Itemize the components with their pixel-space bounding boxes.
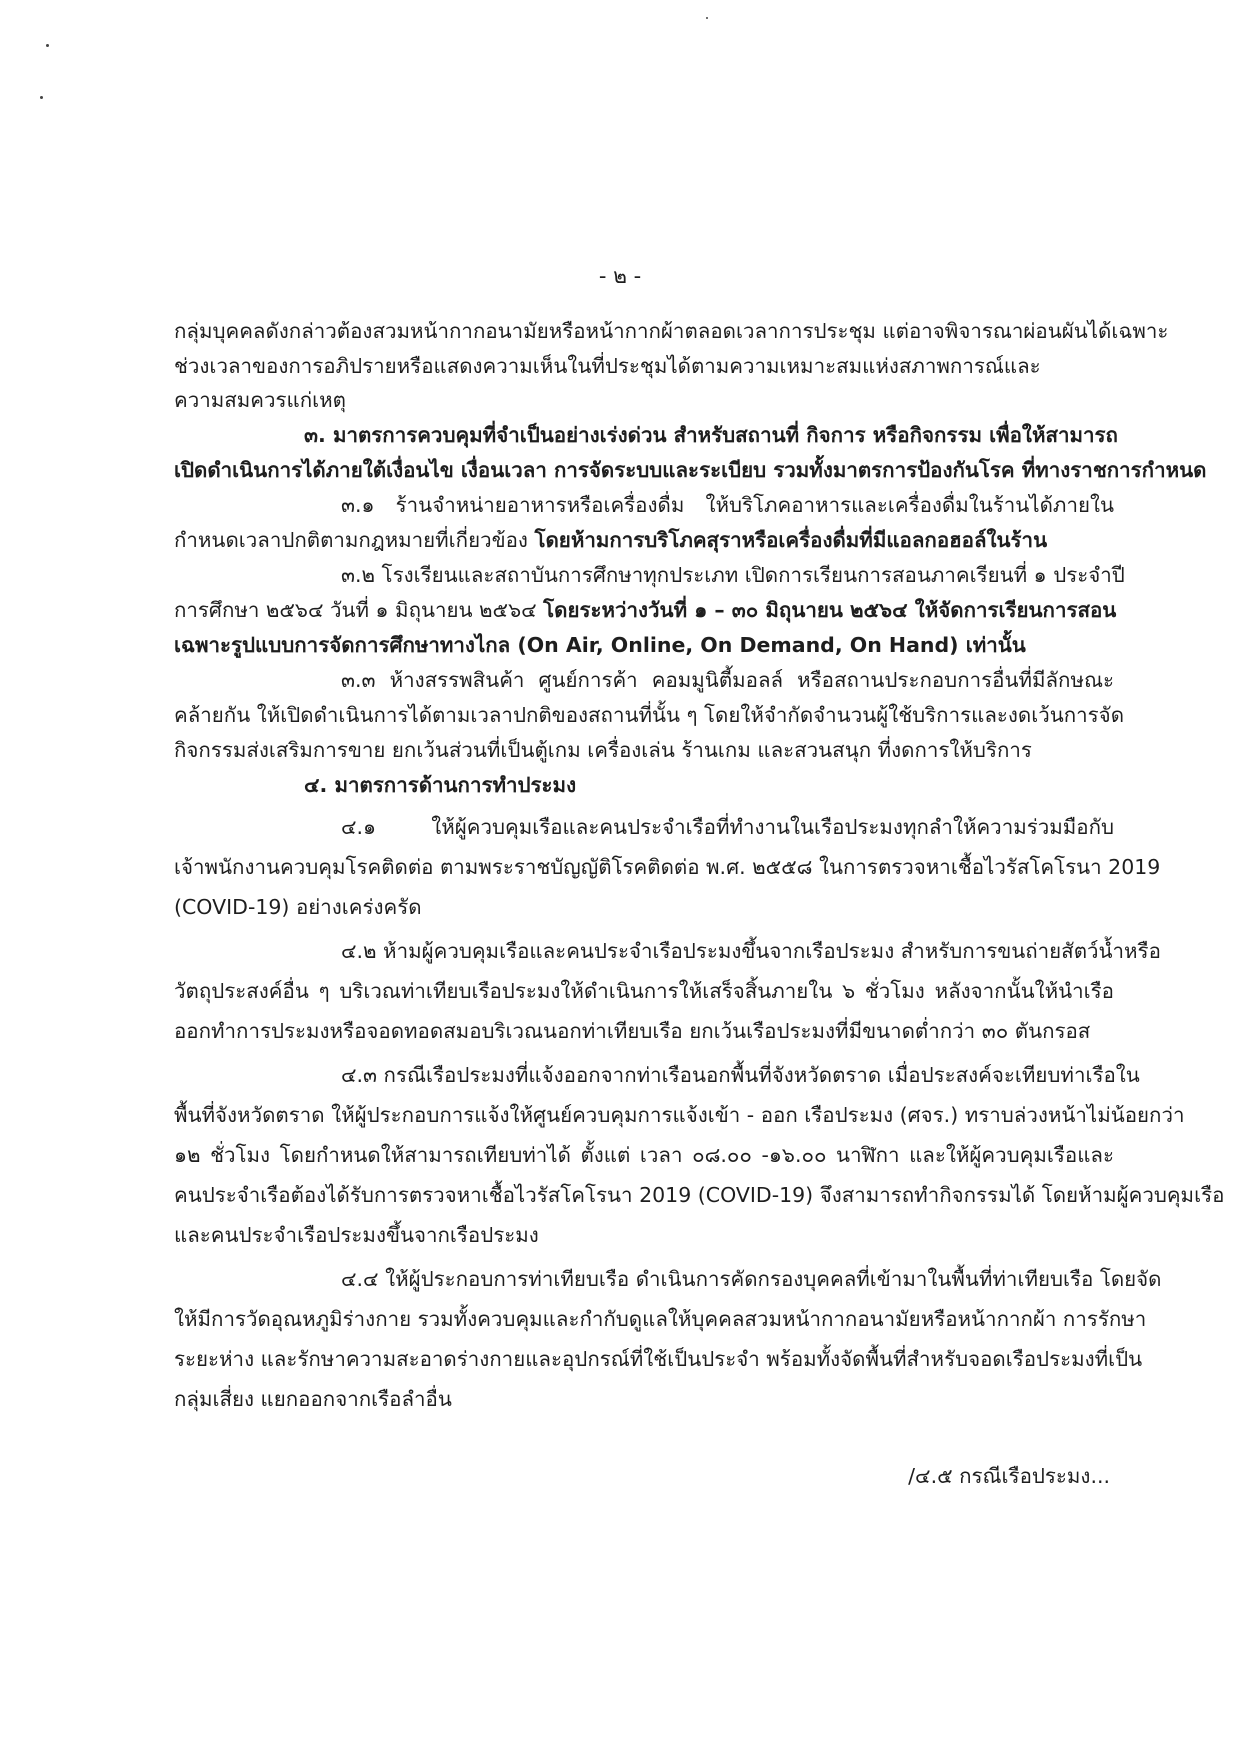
section-heading: ๔. มาตรการด้านการทำประมง — [304, 773, 577, 797]
paragraph-line — [174, 595, 1117, 625]
paragraph-line: (COVID-19) อย่างเคร่งครัด — [174, 895, 422, 919]
paragraph-line: กิจกรรมส่งเสริมการขาย ยกเว้นส่วนที่เป็นตู้เกม เครื่องเล่น ร้านเกม และสวนสนุก ที่งดการให้บริการ — [174, 738, 1032, 762]
paragraph-line: วัตถุประสงค์อื่น ๆ บริเวณท่าเทียบเรือประมงให้ดำเนินการให้เสร็จสิ้นภายใน ๖ ชั่วโมง หลังจากนั้นให้นำเรือ — [174, 979, 1114, 1003]
paragraph-line: ๑๒ ชั่วโมง โดยกำหนดให้สามารถเทียบท่าได้ ตั้งแต่ เวลา ๐๘.๐๐ -๑๖.๐๐ นาฬิกา และให้ผู้ควบคุมเรือและ — [174, 1143, 1114, 1167]
bold-text-run: โดยห้ามการบริโภคสุราหรือเครื่องดื่มที่มีแอลกอฮอล์ในร้าน — [534, 528, 1048, 552]
text-run: กำหนดเวลาปกติตามกฎหมายที่เกี่ยวข้อง — [174, 528, 528, 552]
paragraph-line: ๓.๓ ห้างสรรพสินค้า ศูนย์การค้า คอมมูนิตี้มอลล์ หรือสถานประกอบการอื่นที่มีลักษณะ — [341, 668, 1114, 692]
scan-speck — [46, 44, 49, 47]
paragraph-line: ๓.๑ ร้านจำหน่ายอาหารหรือเครื่องดื่ม ให้บริโภคอาหารและเครื่องดื่มในร้านได้ภายใน — [341, 493, 1114, 517]
section-heading: เปิดดำเนินการได้ภายใต้เงื่อนไข เงื่อนเวลา การจัดระบบและระเบียบ รวมทั้งมาตรการป้องกันโรค ที่ทางราชการกำหนด — [174, 458, 1207, 482]
paragraph-line: ระยะห่าง และรักษาความสะอาดร่างกายและอุปกรณ์ที่ใช้เป็นประจำ พร้อมทั้งจัดพื้นที่สำหรับจอดเรือประมงที่เป็น — [174, 1347, 1143, 1371]
paragraph-line: คล้ายกัน ให้เปิดดำเนินการได้ตามเวลาปกติของสถานที่นั้น ๆ โดยให้จำกัดจำนวนผู้ใช้บริการและงดเว้นการจัด — [174, 703, 1125, 727]
paragraph-line: ๔.๑ ให้ผู้ควบคุมเรือและคนประจำเรือที่ทำงานในเรือประมงทุกลำให้ความร่วมมือกับ — [341, 815, 1114, 839]
text-run: การศึกษา ๒๕๖๔ วันที่ ๑ มิถุนายน ๒๕๖๔ — [174, 598, 537, 622]
paragraph-line: ๔.๔ ให้ผู้ประกอบการท่าเทียบเรือ ดำเนินการคัดกรองบุคคลที่เข้ามาในพื้นที่ท่าเทียบเรือ โดยจัด — [341, 1267, 1162, 1291]
paragraph-line — [174, 525, 1114, 555]
page-number: - ๒ - — [598, 264, 642, 288]
paragraph-line: และคนประจำเรือประมงขึ้นจากเรือประมง — [174, 1223, 539, 1247]
scan-speck — [40, 96, 43, 99]
paragraph-line: ช่วงเวลาของการอภิปรายหรือแสดงความเห็นในที่ประชุมได้ตามความเหมาะสมแห่งสภาพการณ์และ — [174, 354, 1041, 378]
paragraph-line: ๔.๒ ห้ามผู้ควบคุมเรือและคนประจำเรือประมงขึ้นจากเรือประมง สำหรับการขนถ่ายสัตว์น้ำหรือ — [341, 939, 1161, 963]
paragraph-line: ออกทำการประมงหรือจอดทอดสมอบริเวณนอกท่าเทียบเรือ ยกเว้นเรือประมงที่มีขนาดต่ำกว่า ๓๐ ตันกรอส — [174, 1019, 1091, 1043]
section-heading: ๓. มาตรการควบคุมที่จำเป็นอย่างเร่งด่วน สำหรับสถานที่ กิจการ หรือกิจกรรม เพื่อให้สามารถ — [304, 423, 1118, 447]
scan-speck — [706, 17, 708, 19]
paragraph-line: ๓.๒ โรงเรียนและสถาบันการศึกษาทุกประเภท เปิดการเรียนการสอนภาคเรียนที่ ๑ ประจำปี — [341, 563, 1125, 587]
paragraph-line: ให้มีการวัดอุณหภูมิร่างกาย รวมทั้งควบคุมและกำกับดูแลให้บุคคลสวมหน้ากากอนามัยหรือหน้ากากผ้า การรักษา — [174, 1307, 1147, 1331]
paragraph-line: เฉพาะรูปแบบการจัดการศึกษาทางไกล (On Air, Online, On Demand, On Hand) เท่านั้น — [174, 633, 1026, 657]
paragraph-line: กลุ่มเสี่ยง แยกออกจากเรือลำอื่น — [174, 1387, 452, 1411]
paragraph-line: คนประจำเรือต้องได้รับการตรวจหาเชื้อไวรัสโคโรนา 2019 (COVID-19) จึงสามารถทำกิจกรรมได้ โดยห้ามผู้ควบคุมเรือ — [174, 1183, 1225, 1207]
paragraph-line: ๔.๓ กรณีเรือประมงที่แจ้งออกจากท่าเรือนอกพื้นที่จังหวัดตราด เมื่อประสงค์จะเทียบท่าเรือใน — [341, 1063, 1140, 1087]
paragraph-line: พื้นที่จังหวัดตราด ให้ผู้ประกอบการแจ้งให้ศูนย์ควบคุมการแจ้งเข้า - ออก เรือประมง (ศจร.) ทราบล่วงหน้าไม่น้อยกว่า — [174, 1103, 1185, 1127]
continuation-note: /๔.๕ กรณีเรือประมง... — [908, 1464, 1110, 1488]
paragraph-line: ความสมควรแก่เหตุ — [174, 388, 346, 412]
paragraph-line: เจ้าพนักงานควบคุมโรคติดต่อ ตามพระราชบัญญัติโรคติดต่อ พ.ศ. ๒๕๕๘ ในการตรวจหาเชื้อไวรัสโคโรนา 2019 — [174, 855, 1161, 879]
paragraph-line: กลุ่มบุคคลดังกล่าวต้องสวมหน้ากากอนามัยหรือหน้ากากผ้าตลอดเวลาการประชุม แต่อาจพิจารณาผ่อนผันได้เฉพาะ — [174, 319, 1169, 343]
bold-text-run: โดยระหว่างวันที่ ๑ – ๓๐ มิถุนายน ๒๕๖๔ ให้จัดการเรียนการสอน — [543, 598, 1117, 622]
